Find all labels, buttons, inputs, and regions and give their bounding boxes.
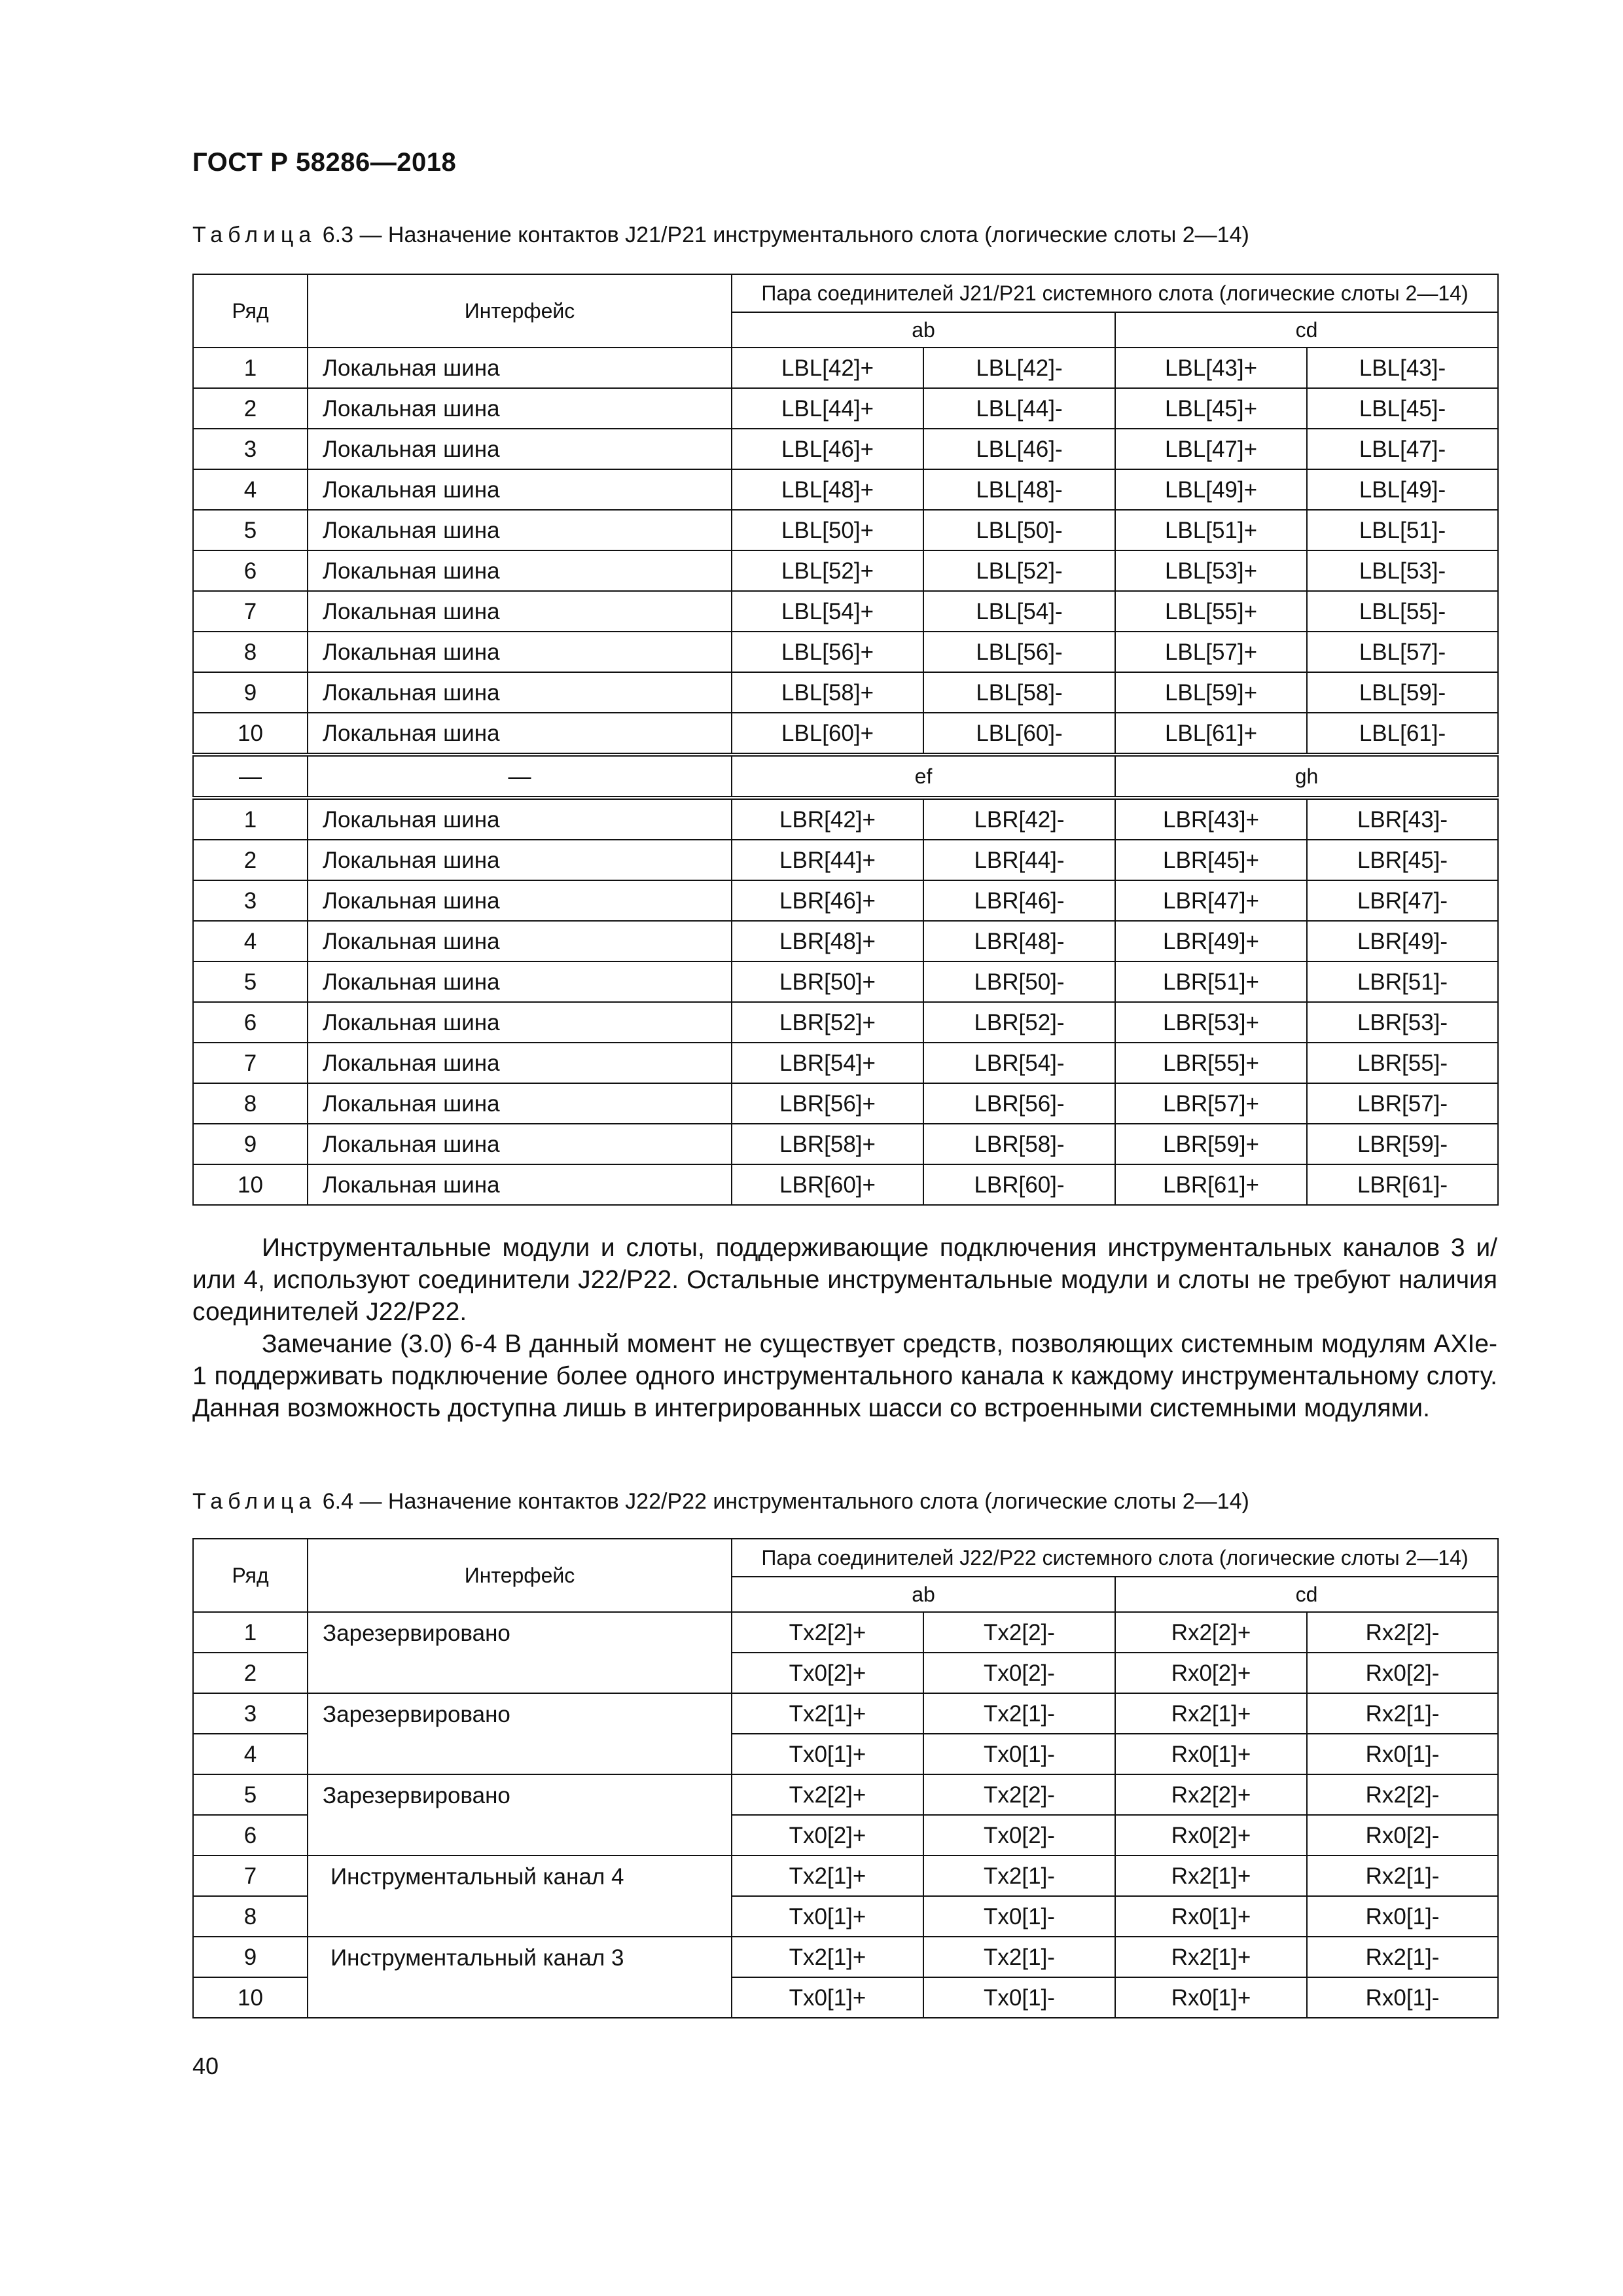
interface-cell: Локальная шина [308,921,732,961]
contact-c: LBL[51]+ [1115,510,1307,550]
interface-cell: Инструментальный канал 3 [308,1937,732,2018]
row-number: 10 [193,1977,308,2018]
contact-d: Rx0[2]- [1307,1653,1498,1693]
row-number: 10 [193,1164,308,1205]
paragraph-1: Инструментальные модули и слоты, поддерживающие подключения инструментальных каналов 3 и/или 4, используют соединители J22/P22. Остальные инструментальные модули и слоты не требуют наличия соединителей J22/P22. [192,1234,1497,1326]
contact-a: LBR[48]+ [732,921,923,961]
contact-b: LBL[50]- [923,510,1115,550]
contact-a: LBL[58]+ [732,672,923,713]
contact-d: Rx0[2]- [1307,1815,1498,1856]
row-number: 10 [193,713,308,755]
contact-b: LBL[46]- [923,429,1115,469]
interface-cell: Локальная шина [308,1002,732,1043]
table-row [193,1856,1498,1896]
interface-cell: Локальная шина [308,961,732,1002]
table-6-4-body [193,1539,1498,2018]
row-number: 1 [193,798,308,840]
interface-cell: Локальная шина [308,348,732,388]
row-number: 2 [193,388,308,429]
caption-text: 6.3 — Назначение контактов J21/P21 инструментального слота (логические слоты 2—14) [322,223,1249,247]
header-group-ab: ab [732,312,1115,348]
contact-d: LBL[43]- [1307,348,1498,388]
row-number: 5 [193,961,308,1002]
contact-a: LBR[58]+ [732,1124,923,1164]
contact-a: LBR[44]+ [732,840,923,880]
header-group-cd: cd [1115,1577,1498,1612]
row-number: 9 [193,1937,308,1977]
contact-a: LBR[52]+ [732,1002,923,1043]
contact-c: Rx2[1]+ [1115,1937,1307,1977]
contact-b: Tx0[2]- [923,1815,1115,1856]
row-number: 3 [193,429,308,469]
contact-d: LBL[55]- [1307,591,1498,632]
contact-b: Tx2[2]- [923,1774,1115,1815]
contact-a: Tx0[1]+ [732,1896,923,1937]
table-row [193,1774,1498,1815]
contact-d: LBL[51]- [1307,510,1498,550]
contact-b: Tx2[1]- [923,1937,1115,1977]
contact-a: Tx2[2]+ [732,1612,923,1653]
contact-b: LBR[46]- [923,880,1115,921]
contact-c: LBL[57]+ [1115,632,1307,672]
contact-b: LBR[52]- [923,1002,1115,1043]
table-row [193,510,1498,550]
table-row [193,1002,1498,1043]
table-row [193,550,1498,591]
table-row [193,798,1498,840]
contact-c: LBL[49]+ [1115,469,1307,510]
contact-d: Rx0[1]- [1307,1896,1498,1937]
contact-d: LBR[45]- [1307,840,1498,880]
contact-d: LBR[49]- [1307,921,1498,961]
table-row [193,1937,1498,1977]
contact-b: LBR[42]- [923,798,1115,840]
header-pair-col: Пара соединителей J21/P21 системного слота (логические слоты 2—14) [732,274,1498,312]
contact-d: LBL[61]- [1307,713,1498,755]
header-row [193,274,1498,312]
contact-a: LBL[48]+ [732,469,923,510]
contact-a: Tx0[1]+ [732,1977,923,2018]
contact-b: LBR[58]- [923,1124,1115,1164]
table-6-4-caption [192,1489,1249,1515]
row-number: 5 [193,510,308,550]
separator-dash: — [308,755,732,798]
table-6-4 [192,1538,1499,2018]
contact-a: LBR[46]+ [732,880,923,921]
contact-c: Rx0[1]+ [1115,1896,1307,1937]
contact-b: LBL[54]- [923,591,1115,632]
interface-cell: Локальная шина [308,798,732,840]
row-number: 9 [193,672,308,713]
contact-c: Rx0[1]+ [1115,1734,1307,1774]
row-number: 6 [193,1002,308,1043]
header-interface-col: Интерфейс [308,274,732,348]
interface-cell: Локальная шина [308,1124,732,1164]
contact-c: LBL[43]+ [1115,348,1307,388]
table-row [193,388,1498,429]
contact-c: LBR[59]+ [1115,1124,1307,1164]
interface-cell: Локальная шина [308,713,732,755]
contact-a: LBL[60]+ [732,713,923,755]
table-6-3-body [193,274,1498,1205]
table-row [193,469,1498,510]
caption-word: Таблица [192,223,317,247]
contact-c: LBR[43]+ [1115,798,1307,840]
header-group-ab: ab [732,1577,1115,1612]
row-number: 7 [193,1043,308,1083]
contact-c: LBR[45]+ [1115,840,1307,880]
table-row [193,921,1498,961]
table-row [193,961,1498,1002]
table-row [193,632,1498,672]
contact-b: LBL[44]- [923,388,1115,429]
contact-d: Rx2[1]- [1307,1856,1498,1896]
interface-cell: Зарезервировано [308,1693,732,1774]
interface-cell: Локальная шина [308,1043,732,1083]
contact-a: LBR[60]+ [732,1164,923,1205]
header-row-col: Ряд [193,1539,308,1612]
interface-cell: Зарезервировано [308,1774,732,1856]
interface-cell: Локальная шина [308,388,732,429]
row-number: 2 [193,840,308,880]
contact-a: LBL[46]+ [732,429,923,469]
page-number: 40 [192,2053,219,2079]
separator-row [193,755,1498,798]
contact-d: LBL[49]- [1307,469,1498,510]
contact-d: LBL[57]- [1307,632,1498,672]
standard-header: ГОСТ Р 58286—2018 [192,148,457,177]
interface-cell: Локальная шина [308,672,732,713]
contact-c: Rx0[2]+ [1115,1653,1307,1693]
row-number: 1 [193,1612,308,1653]
row-number: 3 [193,880,308,921]
contact-a: Tx2[1]+ [732,1856,923,1896]
contact-b: Tx2[1]- [923,1693,1115,1734]
contact-d: LBL[53]- [1307,550,1498,591]
contact-b: LBR[44]- [923,840,1115,880]
interface-cell: Локальная шина [308,510,732,550]
interface-cell: Локальная шина [308,591,732,632]
header-row [193,1539,1498,1577]
contact-d: LBL[47]- [1307,429,1498,469]
row-number: 2 [193,1653,308,1693]
contact-a: LBL[54]+ [732,591,923,632]
contact-b: LBR[60]- [923,1164,1115,1205]
interface-cell: Локальная шина [308,1083,732,1124]
interface-cell: Локальная шина [308,550,732,591]
caption-word: Таблица [192,1489,317,1514]
contact-b: Tx0[1]- [923,1734,1115,1774]
contact-d: LBR[59]- [1307,1124,1498,1164]
contact-a: LBR[42]+ [732,798,923,840]
contact-a: LBR[56]+ [732,1083,923,1124]
contact-c: LBR[47]+ [1115,880,1307,921]
row-number: 7 [193,1856,308,1896]
table-row [193,713,1498,755]
contact-b: LBR[56]- [923,1083,1115,1124]
header-row-col: Ряд [193,274,308,348]
contact-d: LBR[51]- [1307,961,1498,1002]
row-number: 7 [193,591,308,632]
contact-d: LBR[43]- [1307,798,1498,840]
row-number: 5 [193,1774,308,1815]
contact-c: LBR[49]+ [1115,921,1307,961]
interface-cell: Локальная шина [308,1164,732,1205]
paragraph-2: Замечание (3.0) 6-4 В данный момент не существует средств, позволяющих системным модулям AXIe-1 поддерживать подключение более одного инструментального канала к каждому инструментальному слоту. Данная возможность доступна лишь в интегрированных шасси со встроенными системными модулями. [192,1330,1497,1422]
contact-b: LBL[60]- [923,713,1115,755]
row-number: 9 [193,1124,308,1164]
header-group-cd: cd [1115,312,1498,348]
contact-c: Rx2[2]+ [1115,1774,1307,1815]
contact-d: Rx2[2]- [1307,1774,1498,1815]
row-number: 8 [193,1083,308,1124]
interface-cell: Локальная шина [308,429,732,469]
contact-b: Tx0[2]- [923,1653,1115,1693]
table-6-3 [192,274,1499,1206]
header-group-ef: ef [732,755,1115,798]
contact-c: LBL[53]+ [1115,550,1307,591]
interface-cell: Локальная шина [308,880,732,921]
contact-c: Rx2[1]+ [1115,1693,1307,1734]
contact-c: LBL[59]+ [1115,672,1307,713]
row-number: 8 [193,632,308,672]
row-number: 4 [193,1734,308,1774]
table-row [193,429,1498,469]
contact-a: LBR[54]+ [732,1043,923,1083]
contact-d: Rx2[2]- [1307,1612,1498,1653]
contact-a: Tx2[1]+ [732,1937,923,1977]
contact-a: LBL[44]+ [732,388,923,429]
table-row [193,1043,1498,1083]
header-group-gh: gh [1115,755,1498,798]
contact-b: LBR[54]- [923,1043,1115,1083]
contact-b: LBL[52]- [923,550,1115,591]
contact-d: LBL[59]- [1307,672,1498,713]
contact-d: LBR[55]- [1307,1043,1498,1083]
contact-c: LBL[47]+ [1115,429,1307,469]
contact-c: LBR[57]+ [1115,1083,1307,1124]
table-row [193,1124,1498,1164]
contact-b: LBR[48]- [923,921,1115,961]
contact-b: LBL[58]- [923,672,1115,713]
row-number: 6 [193,1815,308,1856]
caption-text: 6.4 — Назначение контактов J22/P22 инструментального слота (логические слоты 2—14) [322,1489,1249,1514]
table-row [193,1693,1498,1734]
contact-a: LBL[42]+ [732,348,923,388]
table-6-3-caption [192,223,1249,248]
contact-b: Tx0[1]- [923,1977,1115,2018]
interface-cell: Зарезервировано [308,1612,732,1693]
contact-a: Tx0[1]+ [732,1734,923,1774]
contact-c: LBR[61]+ [1115,1164,1307,1205]
contact-c: Rx0[2]+ [1115,1815,1307,1856]
header-pair-col: Пара соединителей J22/P22 системного слота (логические слоты 2—14) [732,1539,1498,1577]
table-row [193,348,1498,388]
contact-c: LBR[51]+ [1115,961,1307,1002]
row-number: 6 [193,550,308,591]
row-number: 8 [193,1896,308,1937]
contact-a: LBL[50]+ [732,510,923,550]
interface-cell: Локальная шина [308,632,732,672]
contact-a: Tx2[2]+ [732,1774,923,1815]
contact-c: LBR[53]+ [1115,1002,1307,1043]
contact-c: LBL[45]+ [1115,388,1307,429]
contact-c: LBL[61]+ [1115,713,1307,755]
row-number: 4 [193,469,308,510]
contact-d: Rx0[1]- [1307,1977,1498,2018]
contact-c: LBR[55]+ [1115,1043,1307,1083]
contact-d: Rx0[1]- [1307,1734,1498,1774]
contact-d: LBR[47]- [1307,880,1498,921]
row-number: 3 [193,1693,308,1734]
contact-a: Tx0[2]+ [732,1653,923,1693]
contact-c: Rx2[2]+ [1115,1612,1307,1653]
interface-cell: Инструментальный канал 4 [308,1856,732,1937]
interface-cell: Локальная шина [308,469,732,510]
contact-a: Tx0[2]+ [732,1815,923,1856]
contact-d: LBL[45]- [1307,388,1498,429]
contact-d: LBR[53]- [1307,1002,1498,1043]
contact-b: LBR[50]- [923,961,1115,1002]
contact-c: Rx0[1]+ [1115,1977,1307,2018]
contact-a: LBL[52]+ [732,550,923,591]
contact-a: Tx2[1]+ [732,1693,923,1734]
row-number: 4 [193,921,308,961]
contact-c: LBL[55]+ [1115,591,1307,632]
contact-b: LBL[42]- [923,348,1115,388]
contact-d: LBR[57]- [1307,1083,1498,1124]
contact-d: LBR[61]- [1307,1164,1498,1205]
body-text [192,1232,1497,1424]
table-row [193,880,1498,921]
contact-a: LBR[50]+ [732,961,923,1002]
header-interface-col: Интерфейс [308,1539,732,1612]
separator-dash: — [193,755,308,798]
table-row [193,1164,1498,1205]
table-row [193,672,1498,713]
table-row [193,591,1498,632]
contact-b: Tx2[1]- [923,1856,1115,1896]
contact-b: LBL[56]- [923,632,1115,672]
contact-b: LBL[48]- [923,469,1115,510]
contact-b: Tx2[2]- [923,1612,1115,1653]
contact-d: Rx2[1]- [1307,1937,1498,1977]
table-row [193,1612,1498,1653]
contact-d: Rx2[1]- [1307,1693,1498,1734]
row-number: 1 [193,348,308,388]
contact-c: Rx2[1]+ [1115,1856,1307,1896]
table-row [193,1083,1498,1124]
interface-cell: Локальная шина [308,840,732,880]
table-row [193,840,1498,880]
contact-b: Tx0[1]- [923,1896,1115,1937]
contact-a: LBL[56]+ [732,632,923,672]
